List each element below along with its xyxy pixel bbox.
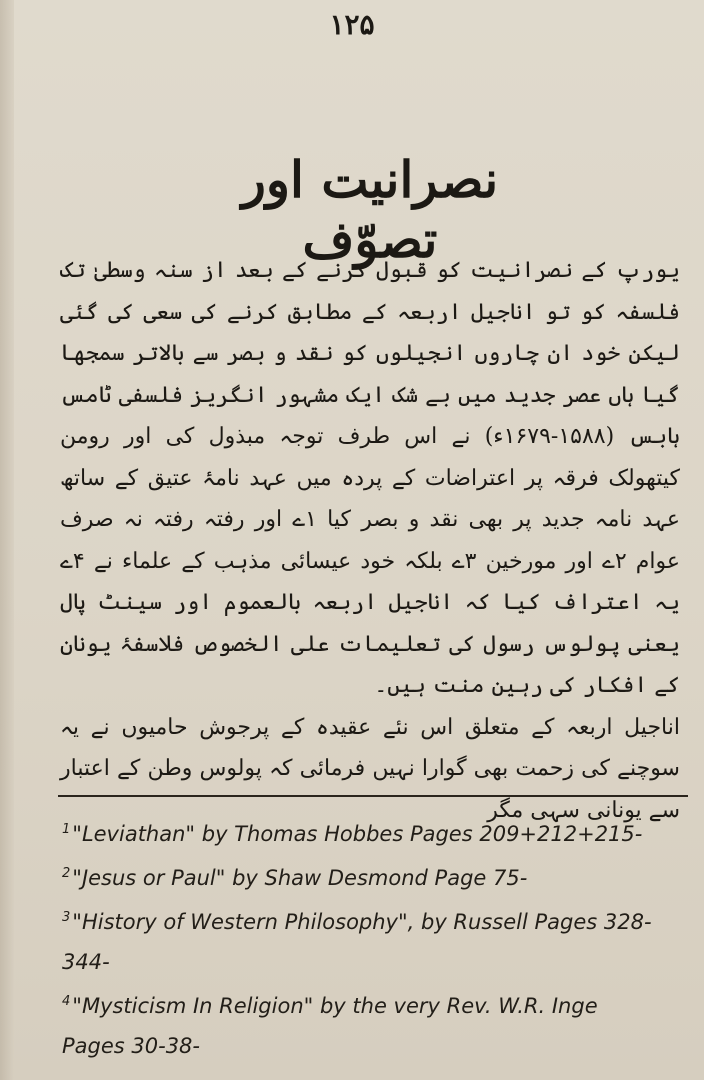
footnote-text: Pages 30-38- — [62, 1034, 200, 1058]
footnote — [62, 854, 682, 898]
footnote-marker: 1 — [62, 822, 71, 837]
chapter-title: نصرانیت اور تصوّف — [241, 150, 499, 269]
page-number: ۱۲۵ — [329, 8, 375, 41]
paragraph: اناجیل اربعہ کے متعلق اس نئے عقیدہ کے پرجوش حامیوں نے یہ سوچنے کی زحمت بھی گوارا نہیں فرمائی کہ پولوس وطن کے اعتبار سے یونانی سہی مگر — [60, 714, 680, 823]
footnotes — [62, 810, 682, 1066]
footnote-text: "Leviathan" by Thomas Hobbes Pages 209+212+215- — [72, 822, 643, 846]
body-text — [60, 250, 680, 831]
footnote — [62, 898, 682, 942]
footnote-text: "Jesus or Paul" by Shaw Desmond Page 75- — [72, 866, 528, 890]
footnote-marker: 2 — [62, 866, 71, 881]
paragraph: یورپ کے نصرانیت کو قبول کرنے کے بعد از سنہ وسطیٰ تک فلسفہ کو تو اناجیل اربعہ کے مطابق کرنے کی سعی کی گئی لیکن خود ان چاروں انجیلوں کو نقد و بصر سے بالاتر سمجھا گیا ہاں عصر جدید میں بے شک ایک مشہور انگریز فلسفی ٹامس ہابس (۱۵۸۸-۱۶۷۹ء) نے اس طرف توجہ مبذول کی اور رومن کیتھولک فرقہ پر اعتراضات کے پردہ میں عہد نامۂ عتیق کے ساتھ عہد نامہ جدید پر بھی نقد و بصر کیا ۱ے اور رفتہ رفتہ نہ صرف عوام ۲ے اور مورخین ۳ے بلکہ خود عیسائی مذہب کے علماء نے ۴ے یہ اعتراف کیا کہ اناجیل اربعہ بالعموم اور سینٹ پال یعنی پولوس رسول کی تعلیمات علی الخصوص فلاسفۂ یونان کے افکار کی رہین منت ہیں۔ — [60, 258, 681, 698]
footnote-continuation — [62, 942, 682, 982]
footnote-divider — [58, 795, 688, 797]
footnote-marker: 3 — [62, 910, 71, 925]
footnote — [62, 982, 682, 1026]
footnote-text: "History of Western Philosophy", by Russell Pages 328- — [72, 910, 652, 934]
footnote — [62, 810, 682, 854]
footnote-continuation — [62, 1026, 682, 1066]
footnote-text: "Mysticism In Religion" by the very Rev. W.R. Inge — [72, 994, 598, 1018]
footnote-text: 344- — [62, 950, 110, 974]
footnote-marker: 4 — [62, 994, 71, 1009]
